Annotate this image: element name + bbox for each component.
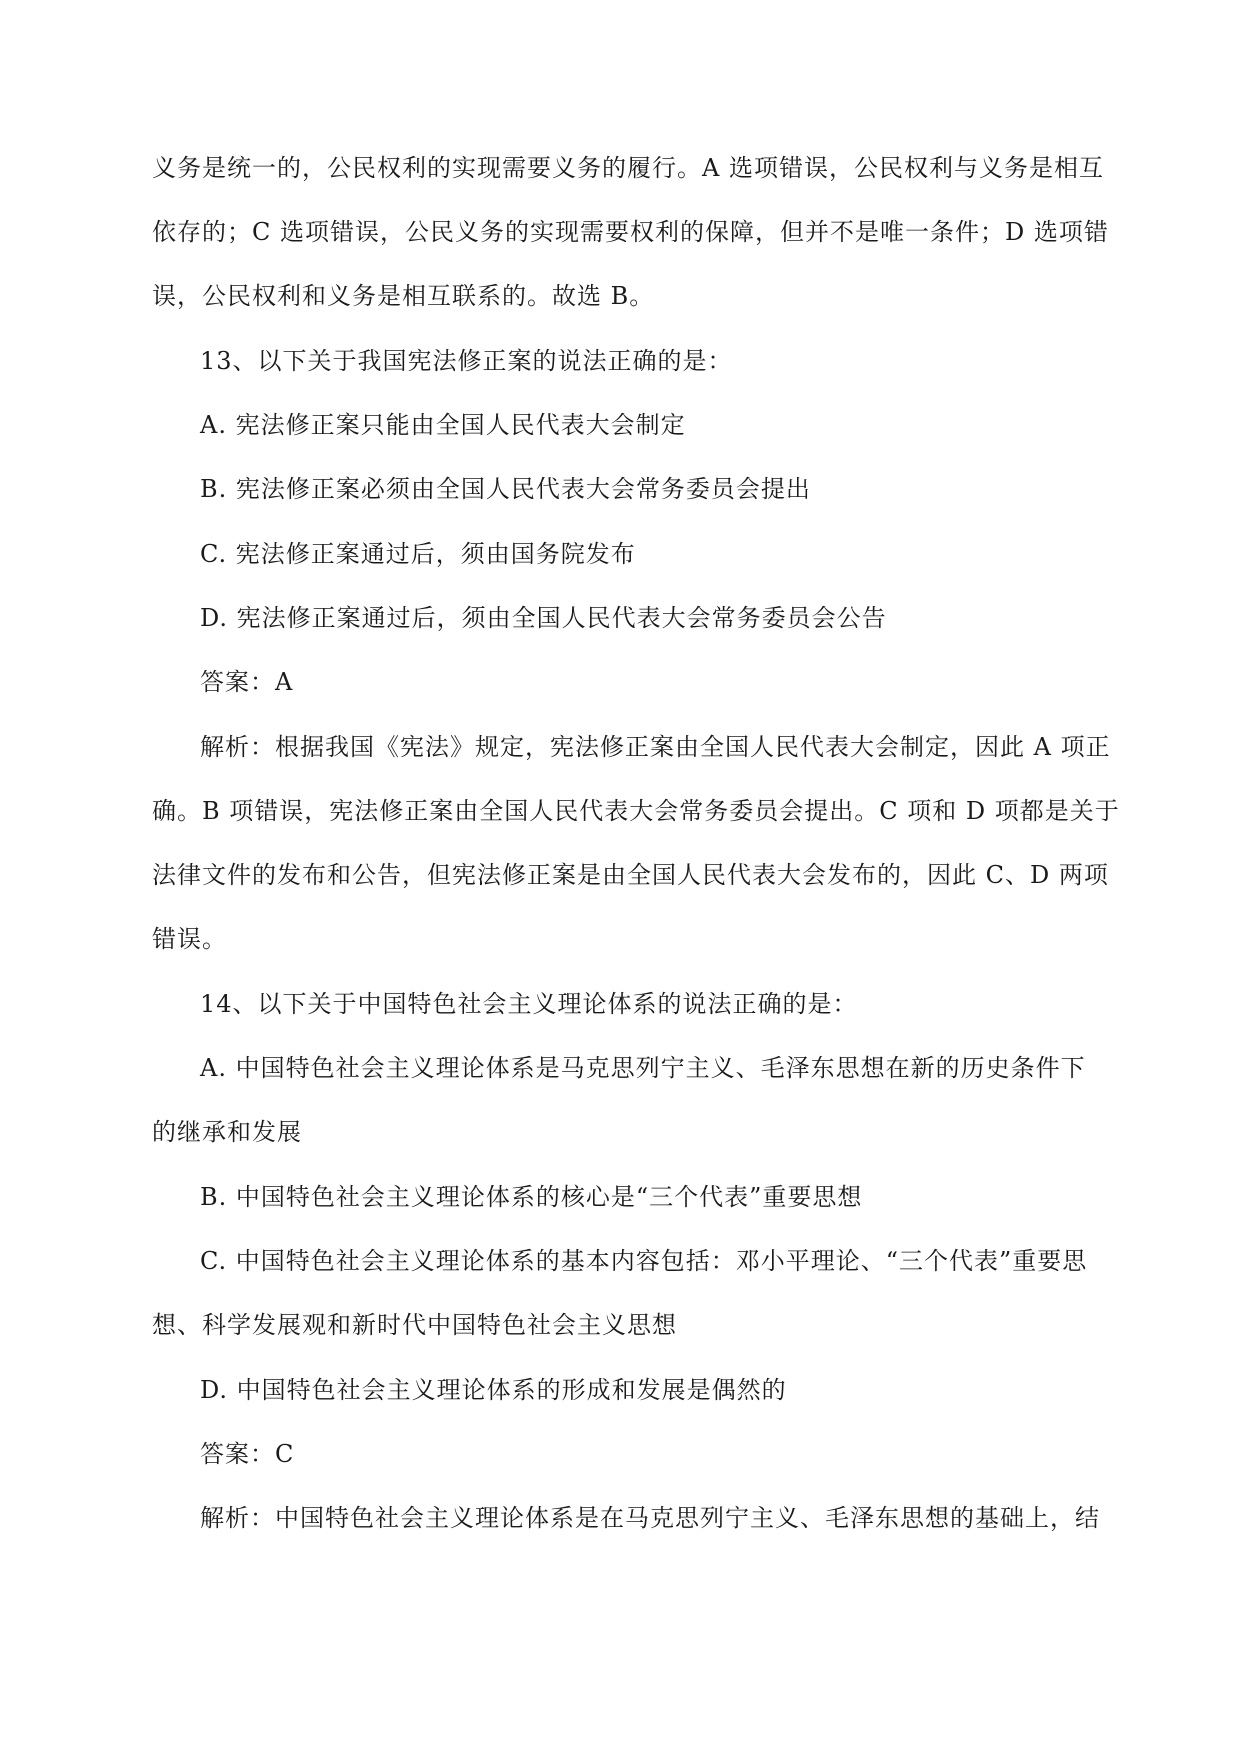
q14-option-a-continued: 的继承和发展 <box>152 1118 302 1146</box>
q14-option-d: D. 中国特色社会主义理论体系的形成和发展是偶然的 <box>200 1376 787 1404</box>
q13-analysis-line: 确。B 项错误，宪法修正案由全国人民代表大会常务委员会提出。C 项和 D 项都是关于 <box>152 797 1120 825</box>
q13-analysis-line: 错误。 <box>152 925 227 953</box>
question-13: 13、以下关于我国宪法修正案的说法正确的是： <box>200 347 733 375</box>
q13-answer: 答案：A <box>200 668 294 696</box>
paragraph-line: 误，公民权利和义务是相互联系的。故选 B。 <box>152 282 655 310</box>
q13-option-c: C. 宪法修正案通过后，须由国务院发布 <box>200 540 636 568</box>
q14-option-c: C. 中国特色社会主义理论体系的基本内容包括：邓小平理论、“三个代表”重要思 <box>200 1247 1088 1275</box>
q14-option-c-continued: 想、科学发展观和新时代中国特色社会主义思想 <box>152 1311 677 1339</box>
q13-analysis-line: 法律文件的发布和公告，但宪法修正案是由全国人民代表大会发布的，因此 C、D 两项 <box>152 861 1109 889</box>
q14-answer: 答案：C <box>200 1440 295 1468</box>
q14-analysis-line: 解析：中国特色社会主义理论体系是在马克思列宁主义、毛泽东思想的基础上，结 <box>200 1504 1100 1532</box>
paragraph-line: 义务是统一的，公民权利的实现需要义务的履行。A 选项错误，公民权利与义务是相互 <box>152 154 1104 182</box>
question-14: 14、以下关于中国特色社会主义理论体系的说法正确的是： <box>200 990 858 1018</box>
q13-analysis-line: 解析：根据我国《宪法》规定，宪法修正案由全国人民代表大会制定，因此 A 项正 <box>200 733 1111 761</box>
q13-option-a: A. 宪法修正案只能由全国人民代表大会制定 <box>200 411 686 439</box>
q13-option-d: D. 宪法修正案通过后，须由全国人民代表大会常务委员会公告 <box>200 604 887 632</box>
paragraph-line: 依存的；C 选项错误，公民义务的实现需要权利的保障，但并不是唯一条件；D 选项错 <box>152 218 1109 246</box>
q14-option-a: A. 中国特色社会主义理论体系是马克思列宁主义、毛泽东思想在新的历史条件下 <box>200 1054 1086 1082</box>
q13-option-b: B. 宪法修正案必须由全国人民代表大会常务委员会提出 <box>200 475 811 503</box>
q14-option-b: B. 中国特色社会主义理论体系的核心是“三个代表”重要思想 <box>200 1183 863 1211</box>
